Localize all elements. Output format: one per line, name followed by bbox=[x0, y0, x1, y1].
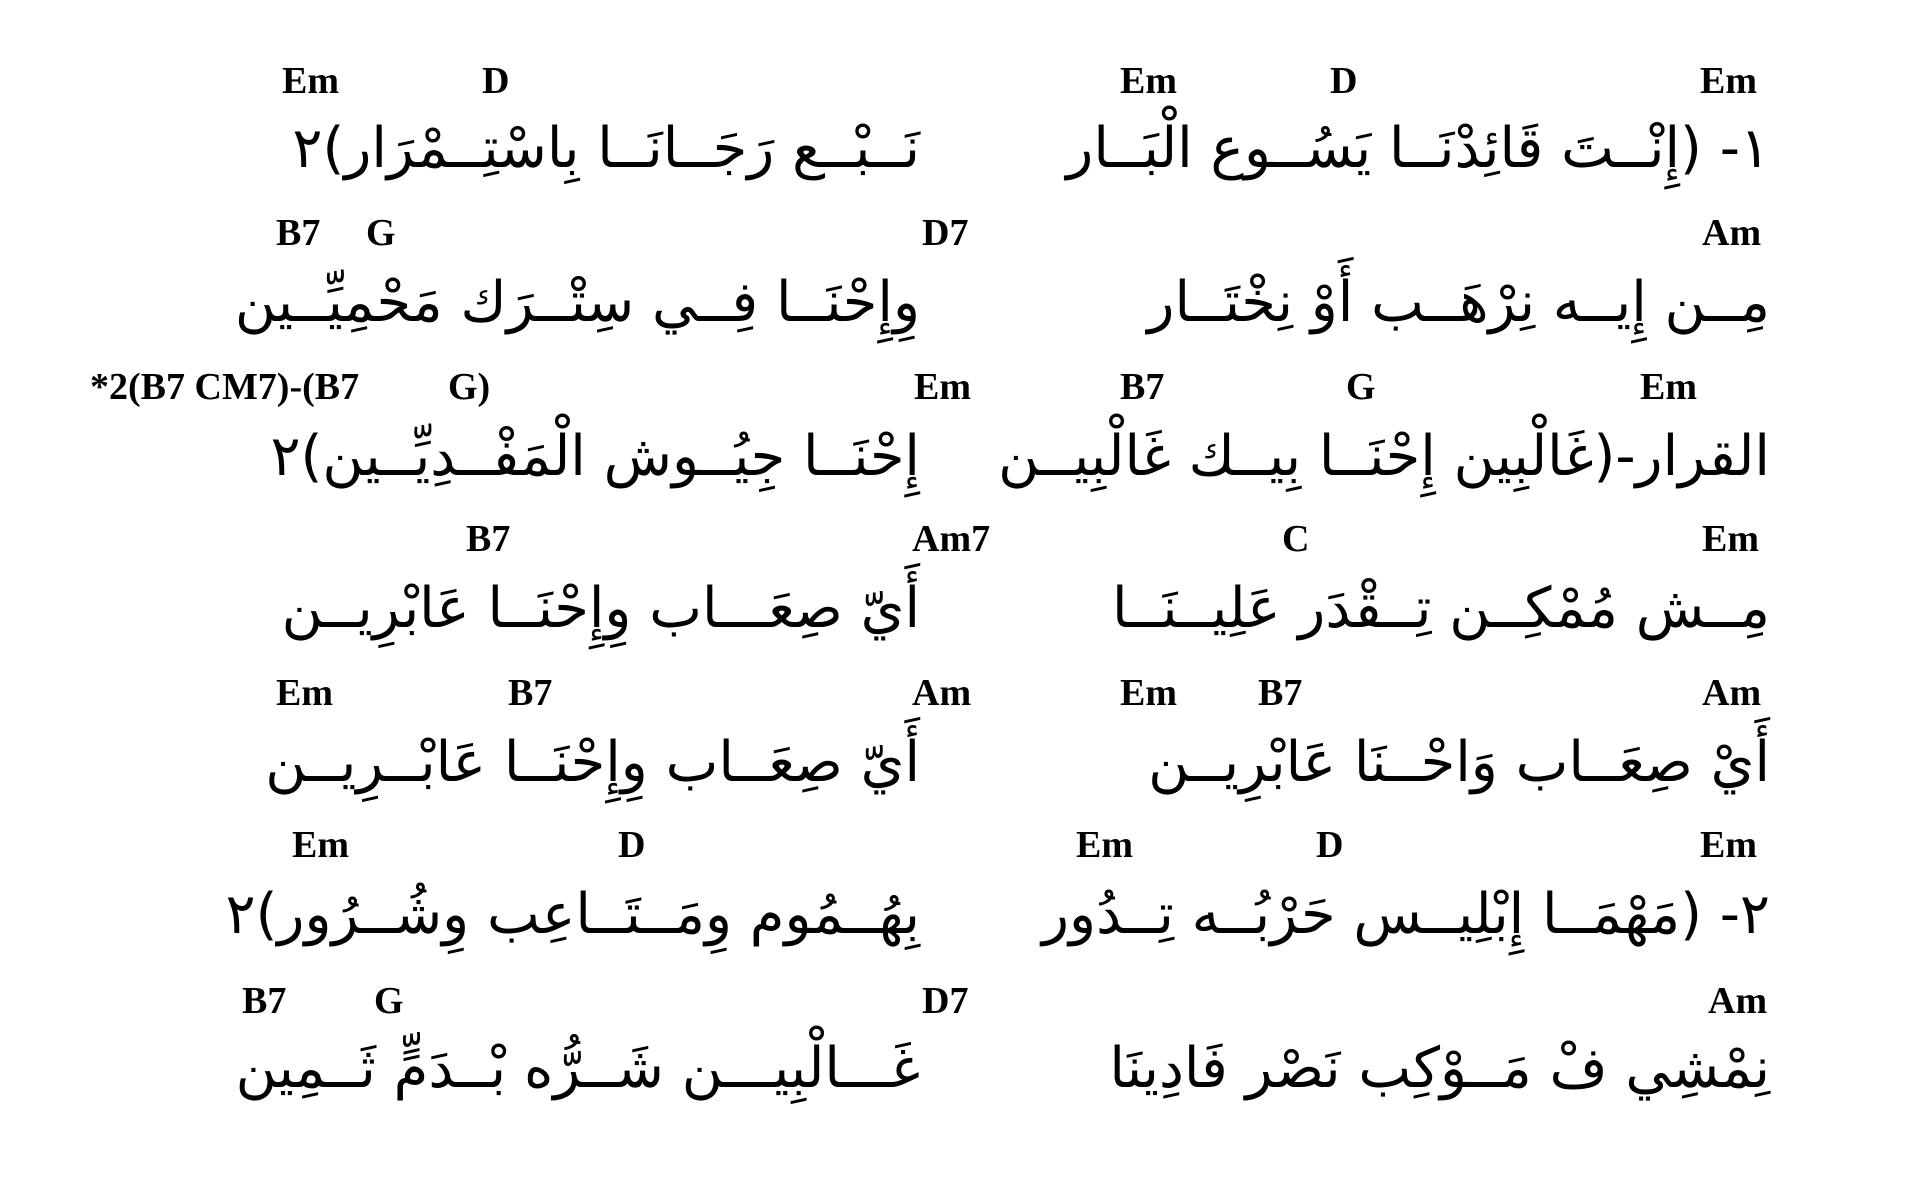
lyric-line-right: القرار-(غَالْبِين إِحْنَــا بِيــك غَالْبِيــن bbox=[998, 424, 1770, 489]
chord-label: Am bbox=[1702, 672, 1762, 714]
lyric-line-left: بِهُــمُوم وِمَــتَــاعِب وِشُــرُور)٢ bbox=[225, 882, 920, 947]
lyric-line-right: مِــن إِيــه نِرْهَــب أَوْ نِخْتَــار bbox=[1147, 270, 1770, 335]
chord-label: Em bbox=[1700, 824, 1757, 866]
lyric-line-right: مِــش مُمْكِــن تِــقْدَر عَلِيــنَــا bbox=[1112, 576, 1770, 641]
chord-label: D bbox=[482, 60, 510, 102]
lyric-line-left: وِإِحْنَــا فِــي سِتْــرَك مَحْمِيِّــين bbox=[234, 270, 920, 335]
lyric-line-right: ٢- (مَهْمَــا إِبْلِيــس حَرْبُــه تِــدُور bbox=[1042, 882, 1770, 947]
lyric-line-left: أَيّ صِعَــاب وِإِحْنَــا عَابْــرِيــن bbox=[265, 730, 920, 795]
chord-label: Am bbox=[1708, 980, 1768, 1022]
chord-label: Em bbox=[292, 824, 349, 866]
lyric-line-left: أَيّ صِعَـــاب وِإِحْنَــا عَابْرِيــن bbox=[281, 576, 920, 641]
chord-label: B7 bbox=[242, 980, 287, 1022]
chord-label: Am bbox=[1702, 212, 1762, 254]
lyric-line-right: ١- (إِنْــتَ قَائِدْنَــا يَسُــوع الْبَــار bbox=[1066, 116, 1770, 181]
chord-label: B7 bbox=[1120, 366, 1165, 408]
chord-label: G) bbox=[448, 366, 491, 408]
chord-label: D bbox=[1316, 824, 1344, 866]
chord-label: Em bbox=[1076, 824, 1133, 866]
chord-label: Em bbox=[1640, 366, 1697, 408]
chord-label: Em bbox=[1120, 672, 1177, 714]
chord-label: B7 bbox=[508, 672, 553, 714]
chord-label: Am bbox=[912, 672, 972, 714]
chord-label: Em bbox=[282, 60, 339, 102]
chord-label: D bbox=[618, 824, 646, 866]
chord-label: Em bbox=[1702, 518, 1759, 560]
lyric-line-left: إِحْنَــا جِيُــوش الْمَفْــدِيِّــين)٢ bbox=[270, 424, 920, 489]
chord-label: B7 bbox=[276, 212, 321, 254]
chord-label: Em bbox=[276, 672, 333, 714]
chord-label: D7 bbox=[922, 980, 969, 1022]
chord-label: G bbox=[1346, 366, 1376, 408]
chord-label: G bbox=[366, 212, 396, 254]
chord-label: Em bbox=[914, 366, 971, 408]
chord-label: B7 bbox=[1258, 672, 1303, 714]
lyric-line-right: أَيْ صِعَــاب وَاحْــنَا عَابْرِيــن bbox=[1148, 730, 1770, 795]
chord-label: D7 bbox=[922, 212, 969, 254]
chord-label: D bbox=[1330, 60, 1358, 102]
lyric-line-left: نَــبْــع رَجَــانَــا بِاسْتِــمْرَار)٢ bbox=[292, 116, 920, 181]
chord-label: Em bbox=[1120, 60, 1177, 102]
chord-label: G bbox=[374, 980, 404, 1022]
chord-label: *2(B7 CM7)-(B7 bbox=[90, 366, 360, 408]
lyric-line-left: غَـــالْبِيـــن شَــرُّه بْــدَمٍّ ثَــمِين bbox=[235, 1036, 920, 1101]
chord-label: Em bbox=[1700, 60, 1757, 102]
lyric-line-right: نِمْشِي فْ مَــوْكِب نَصْر فَادِينَا bbox=[1109, 1036, 1770, 1101]
chord-label: C bbox=[1282, 518, 1310, 560]
chord-label: Am7 bbox=[912, 518, 991, 560]
chord-label: B7 bbox=[466, 518, 511, 560]
